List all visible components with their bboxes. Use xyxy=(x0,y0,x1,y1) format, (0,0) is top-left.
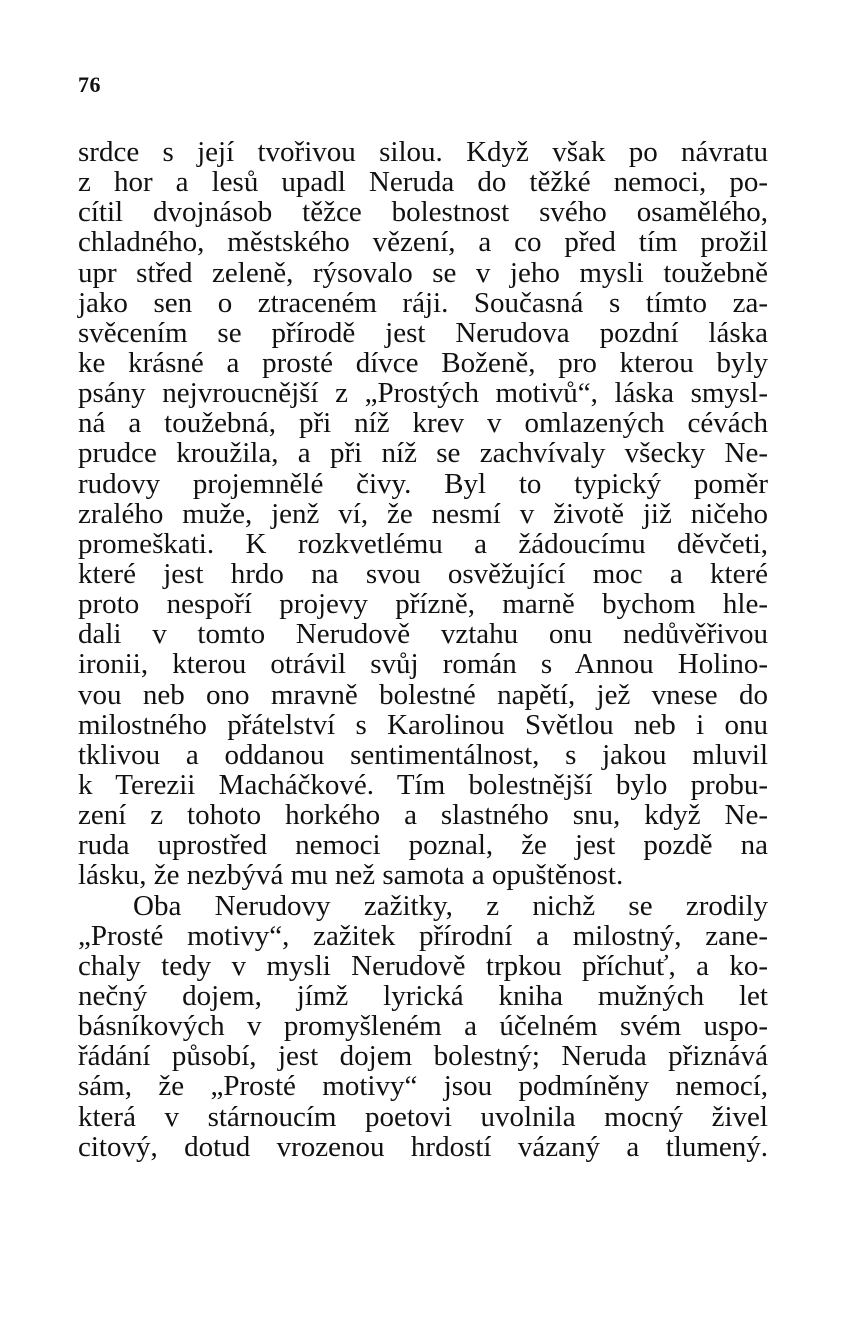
text-line: ná a toužebná, při níž krev v omlazených cévách xyxy=(78,407,768,440)
text-line: lásku, že nezbývá mu než samota a opuštěnost. xyxy=(78,859,624,892)
text-line: psány nejvroucnější z „Prostých motivů“, láska smysl- xyxy=(78,377,768,410)
text-line: cítil dvojnásob těžce bolestnost svého osamělého, xyxy=(78,196,768,229)
text-line: sám, že „Prosté motivy“ jsou podmíněny nemocí, xyxy=(78,1070,768,1103)
text-line: svěcením se přírodě jest Nerudova pozdní láska xyxy=(78,316,768,349)
paragraph-1 xyxy=(78,137,768,891)
text-line: milostného přátelství s Karolinou Světlou neb i onu xyxy=(78,708,768,741)
text-line: chladného, městského vězení, a co před tím prožil xyxy=(78,226,768,259)
text-line: řádání působí, jest dojem bolestný; Neruda přiznává xyxy=(78,1040,768,1073)
text-line: promeškati. K rozkvetlému a žádoucímu děvčeti, xyxy=(78,527,768,560)
text-line: dali v tomto Nerudově vztahu onu nedůvěřivou xyxy=(78,618,768,651)
text-line: zení z tohoto horkého a slastného snu, když Ne- xyxy=(78,799,768,832)
text-line: básníkových v promyšleném a účelném svém uspo- xyxy=(78,1010,768,1043)
body-text xyxy=(78,137,768,1162)
text-line: z hor a lesů upadl Neruda do těžké nemoci, po- xyxy=(78,166,768,199)
text-line: rudovy projemnělé čivy. Byl to typický poměr xyxy=(78,467,768,500)
text-line: upr střed zeleně, rýsovalo se v jeho mysli toužebně xyxy=(78,256,768,289)
text-line: nečný dojem, jímž lyrická kniha mužných let xyxy=(78,979,768,1012)
text-line: ironii, kterou otrávil svůj román s Annou Holino- xyxy=(78,648,768,681)
text-line: zralého muže, jenž ví, že nesmí v životě již ničeho xyxy=(78,497,768,530)
paragraph-2 xyxy=(78,891,768,1162)
text-line: citový, dotud vrozenou hrdostí vázaný a tlumený. xyxy=(78,1130,768,1163)
text-line: Oba Nerudovy zažitky, z nichž se zrodily xyxy=(133,889,768,922)
text-line: ke krásné a prosté dívce Boženě, pro kterou byly xyxy=(78,346,768,379)
text-line: srdce s její tvořivou silou. Když však po návratu xyxy=(78,136,768,168)
text-line: tklivou a oddanou sentimentálnost, s jakou mluvil xyxy=(78,738,768,771)
text-line: které jest hrdo na svou osvěžující moc a které xyxy=(78,557,768,590)
text-line: ruda uprostřed nemoci poznal, že jest pozdě na xyxy=(78,829,768,862)
text-line: vou neb ono mravně bolestné napětí, jež vnese do xyxy=(78,678,768,711)
page-number: 76 xyxy=(78,72,101,97)
text-line: která v stárnoucím poetovi uvolnila mocný živel xyxy=(78,1100,768,1133)
text-line: „Prosté motivy“, zažitek přírodní a milostný, zane- xyxy=(78,919,768,952)
text-line: chaly tedy v mysli Nerudově trpkou příchuť, a ko- xyxy=(78,949,768,982)
text-line: proto nespoří projevy přízně, marně bychom hle- xyxy=(78,588,768,621)
text-line: k Terezii Macháčkové. Tím bolestnější bylo probu- xyxy=(78,768,768,801)
text-line: prudce kroužila, a při níž se zachvívaly všecky Ne- xyxy=(78,437,768,470)
text-line: jako sen o ztraceném ráji. Současná s tímto za- xyxy=(78,286,768,319)
